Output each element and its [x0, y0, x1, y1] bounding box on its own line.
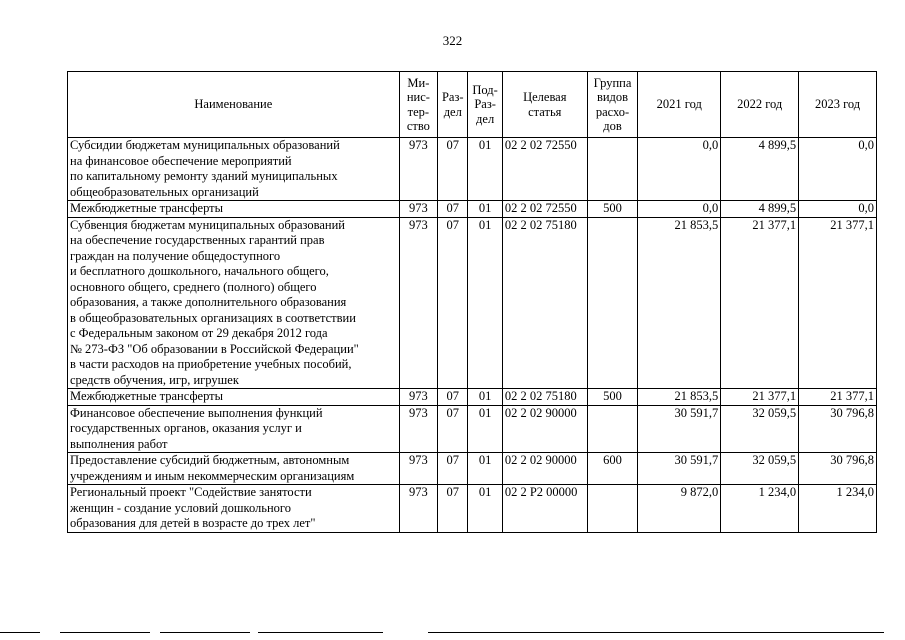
- row-name-line: в общеобразовательных организациях в соответствии: [70, 310, 356, 325]
- row-target-article: 02 2 02 72550: [502, 138, 587, 201]
- row-target-article: 02 2 02 72550: [502, 201, 587, 218]
- row-value-2022: 4 899,5: [721, 138, 799, 201]
- row-name-line: на обеспечение государственных гарантий прав: [70, 233, 325, 247]
- row-ministry: 973: [399, 405, 437, 453]
- row-ministry: 973: [399, 485, 437, 533]
- table-row: [68, 138, 877, 201]
- footer-rule: [160, 632, 250, 633]
- header-section: [438, 72, 468, 138]
- header-subsection-line: дел: [476, 111, 495, 126]
- row-name: [68, 405, 400, 453]
- row-target-article: 02 2 P2 00000: [502, 485, 587, 533]
- row-name-line: и бесплатного дошкольного, начального общего,: [70, 264, 329, 278]
- row-ministry: 973: [399, 201, 437, 218]
- row-name: [68, 485, 400, 533]
- footer-rule: [0, 632, 40, 633]
- header-ministry-line: ство: [406, 119, 430, 133]
- row-subsection: 01: [468, 201, 502, 218]
- row-name: [68, 138, 400, 201]
- row-section: 07: [438, 485, 468, 533]
- row-name-line: общеобразовательных организаций: [70, 184, 259, 199]
- table-row: [68, 389, 877, 406]
- row-section: 07: [438, 405, 468, 453]
- row-expense-group: [587, 138, 638, 201]
- row-name-line: Предоставление субсидий бюджетным, автономным: [70, 453, 350, 467]
- header-target-line: статья: [528, 104, 562, 119]
- row-value-2022: 4 899,5: [721, 201, 799, 218]
- page-number: 322: [442, 33, 463, 48]
- row-value-2023: 21 377,1: [799, 217, 877, 389]
- row-expense-group: [587, 405, 638, 453]
- row-name-line: на финансовое обеспечение мероприятий: [70, 153, 292, 168]
- table-row: [68, 453, 877, 485]
- header-target: [502, 72, 587, 138]
- row-value-2021: 30 591,7: [638, 405, 721, 453]
- header-ministry-line: Ми-: [407, 75, 430, 90]
- row-value-2021: 30 591,7: [638, 453, 721, 485]
- header-target-line: Целевая: [523, 90, 567, 104]
- row-name-line: граждан на получение общедоступного: [70, 248, 281, 263]
- row-name-line: государственных органов, оказания услуг и: [70, 421, 302, 435]
- row-section: 07: [438, 201, 468, 218]
- header-expense-group-line: расхо-: [595, 104, 630, 119]
- row-value-2022: 21 377,1: [721, 389, 799, 406]
- header-section-line: Раз-: [441, 90, 464, 104]
- row-expense-group: [587, 485, 638, 533]
- row-expense-group: [587, 217, 638, 389]
- row-subsection: 01: [468, 485, 502, 533]
- row-name: [68, 217, 400, 389]
- header-2021: 2021 год: [638, 72, 721, 138]
- row-value-2022: 21 377,1: [721, 217, 799, 389]
- row-value-2023: 21 377,1: [799, 389, 877, 406]
- row-target-article: 02 2 02 90000: [502, 405, 587, 453]
- row-value-2022: 32 059,5: [721, 453, 799, 485]
- row-value-2022: 1 234,0: [721, 485, 799, 533]
- row-ministry: 973: [399, 138, 437, 201]
- row-name-line: выполнения работ: [70, 436, 168, 451]
- row-name-line: по капитальному ремонту зданий муниципальных: [70, 169, 338, 183]
- header-2022: 2022 год: [721, 72, 799, 138]
- row-name: [68, 201, 400, 218]
- table-row: [68, 485, 877, 533]
- row-name-line: средств обучения, игр, игрушек: [70, 372, 239, 387]
- row-section: 07: [438, 138, 468, 201]
- row-name-line: с Федеральным законом от 29 декабря 2012 года: [70, 326, 328, 340]
- row-name-line: Региональный проект "Содействие занятости: [70, 485, 312, 499]
- row-value-2022: 32 059,5: [721, 405, 799, 453]
- row-name: [68, 389, 400, 406]
- row-subsection: 01: [468, 217, 502, 389]
- row-subsection: 01: [468, 138, 502, 201]
- row-name-line: в части расходов на приобретение учебных пособий,: [70, 357, 352, 371]
- header-expense-group-line: дов: [603, 119, 622, 133]
- row-value-2021: 21 853,5: [638, 389, 721, 406]
- header-subsection: [468, 72, 502, 138]
- row-name-line: Финансовое обеспечение выполнения функций: [70, 405, 323, 420]
- row-value-2021: 0,0: [638, 201, 721, 218]
- row-section: 07: [438, 217, 468, 389]
- header-expense-group-line: Группа: [593, 75, 632, 90]
- row-ministry: 973: [399, 453, 437, 485]
- table-row: [68, 217, 877, 389]
- row-value-2023: 30 796,8: [799, 405, 877, 453]
- bottom-rules: [0, 632, 905, 638]
- row-ministry: 973: [399, 389, 437, 406]
- row-name-line: № 273-ФЗ "Об образовании в Российской Федерации": [70, 341, 359, 356]
- header-expense-group-line: видов: [596, 90, 629, 104]
- row-value-2021: 21 853,5: [638, 217, 721, 389]
- row-subsection: 01: [468, 389, 502, 406]
- row-expense-group: 600: [587, 453, 638, 485]
- header-subsection-line: Раз-: [474, 97, 496, 112]
- row-name: [68, 453, 400, 485]
- row-section: 07: [438, 453, 468, 485]
- row-name-line: Субсидии бюджетам муниципальных образований: [70, 138, 340, 152]
- footer-rule: [60, 632, 150, 633]
- row-name-line: Межбюджетные трансферты: [70, 389, 224, 403]
- row-value-2021: 9 872,0: [638, 485, 721, 533]
- table-body: [68, 138, 877, 533]
- table-row: [68, 201, 877, 218]
- row-value-2023: 1 234,0: [799, 485, 877, 533]
- row-name-line: женщин - создание условий дошкольного: [70, 500, 291, 515]
- row-name-line: основного общего, среднего (полного) общего: [70, 279, 317, 294]
- row-target-article: 02 2 02 75180: [502, 389, 587, 406]
- header-name: Наименование: [68, 72, 400, 138]
- row-value-2021: 0,0: [638, 138, 721, 201]
- row-name-line: учреждениям и иным некоммерческим организациям: [70, 468, 355, 483]
- row-subsection: 01: [468, 453, 502, 485]
- header-2023: 2023 год: [799, 72, 877, 138]
- row-name-line: образования, а также дополнительного образования: [70, 295, 347, 309]
- header-section-line: дел: [443, 104, 462, 119]
- row-name-line: Межбюджетные трансферты: [70, 201, 224, 215]
- row-name-line: образования для детей в возрасте до трех лет": [70, 516, 316, 530]
- row-target-article: 02 2 02 90000: [502, 453, 587, 485]
- header-ministry-line: нис-: [406, 90, 430, 104]
- header-ministry-line: тер-: [407, 104, 430, 119]
- footer-rule: [428, 632, 884, 633]
- row-ministry: 973: [399, 217, 437, 389]
- row-value-2023: 30 796,8: [799, 453, 877, 485]
- row-value-2023: 0,0: [799, 201, 877, 218]
- row-value-2023: 0,0: [799, 138, 877, 201]
- table-header-row: [68, 72, 877, 138]
- row-section: 07: [438, 389, 468, 406]
- table-row: [68, 405, 877, 453]
- row-expense-group: 500: [587, 389, 638, 406]
- footer-rule: [258, 632, 383, 633]
- header-subsection-line: Под-: [472, 82, 498, 97]
- header-expense-group: [587, 72, 638, 138]
- row-name-line: Субвенция бюджетам муниципальных образований: [70, 217, 345, 232]
- row-target-article: 02 2 02 75180: [502, 217, 587, 389]
- row-expense-group: 500: [587, 201, 638, 218]
- budget-table: [67, 71, 877, 533]
- header-ministry: [399, 72, 437, 138]
- row-subsection: 01: [468, 405, 502, 453]
